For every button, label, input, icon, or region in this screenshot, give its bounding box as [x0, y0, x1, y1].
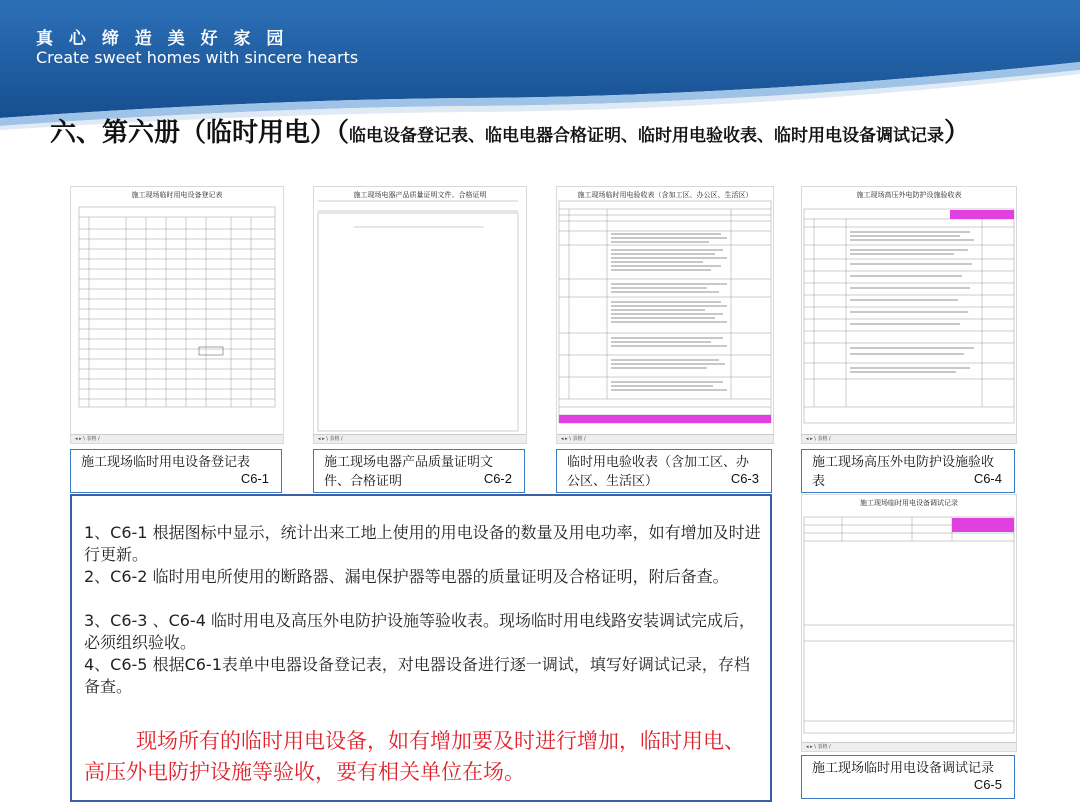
caption-code: C6-3	[730, 471, 759, 486]
thumbnail-title: 施工现场电器产品质量证明文件、合格证明	[353, 191, 487, 199]
title-subtitle: 临电设备登记表、临电电器合格证明、临时用电验收表、临时用电设备调试记录	[349, 126, 945, 146]
caption-c6-5	[801, 755, 1015, 799]
sheet-tabs: ◂ ▸ \ 表格 /	[71, 434, 283, 443]
explanation-item-3: 3、C6-3 、C6-4 临时用电及高压外电防护设施等验收表。现场临时用电线路安装调试完成后，必须组织验收。	[84, 611, 755, 652]
form-grid	[557, 187, 773, 443]
caption-text: 施工现场高压外电防护设施验收表	[812, 455, 995, 489]
form-thumbnail-c6-4	[801, 186, 1017, 444]
caption-code: C6-2	[483, 471, 512, 486]
explanation-item-4: 4、C6-5 根据C6-1表单中电器设备登记表，对电器设备进行逐一调试，填写好调试记录，存档备查。	[84, 655, 750, 696]
form-grid	[71, 187, 283, 443]
caption-c6-3	[556, 449, 772, 493]
sheet-tabs: ◂ ▸ \ 表格 /	[802, 434, 1016, 443]
caption-text: 施工现场电器产品质量证明文件、合格证明	[324, 455, 494, 489]
highlight-note	[84, 726, 764, 788]
explanation-box	[70, 494, 772, 802]
page-title	[50, 116, 1040, 153]
caption-text: 施工现场临时用电设备登记表	[81, 455, 251, 470]
highlight-text: 现场所有的临时用电设备，如有增加要及时进行增加，临时用电、高压外电防护设施等验收，要有相关单位在场。	[84, 729, 745, 784]
form-grid	[802, 495, 1016, 751]
caption-text: 临时用电验收表（含加工区、办公区、生活区）	[567, 455, 750, 489]
sheet-tabs: ◂ ▸ \ 表格 /	[314, 434, 526, 443]
caption-code: C6-4	[973, 471, 1002, 486]
caption-code: C6-1	[240, 471, 269, 486]
thumbnail-title: 施工现场临时用电设备调试记录	[860, 499, 958, 507]
form-thumbnail-c6-1	[70, 186, 284, 444]
title-close: ）	[944, 118, 971, 148]
caption-c6-4	[801, 449, 1015, 493]
thumbnail-title: 施工现场临时用电设备登记表	[131, 191, 223, 199]
sheet-tabs: ◂ ▸ \ 表格 /	[557, 434, 773, 443]
form-thumbnail-c6-2	[313, 186, 527, 444]
thumbnail-title: 施工现场临时用电验收表（含加工区、办公区、生活区）	[577, 191, 753, 199]
form-grid	[802, 187, 1016, 443]
caption-text: 施工现场临时用电设备调试记录	[812, 761, 995, 776]
title-main: 六、第六册（临时用电）（	[50, 118, 350, 148]
sheet-tabs: ◂ ▸ \ 表格 /	[802, 742, 1016, 751]
explanation-item-2: 2、C6-2 临时用电所使用的断路器、漏电保护器等电器的质量证明及合格证明，附后备查。	[84, 567, 729, 586]
form-grid	[314, 187, 526, 443]
caption-c6-2	[313, 449, 525, 493]
form-thumbnail-c6-3	[556, 186, 774, 444]
form-thumbnail-c6-5	[801, 494, 1017, 752]
caption-code: C6-5	[973, 777, 1002, 792]
explanation-item-1: 1、C6-1 根据图标中显示，统计出来工地上使用的用电设备的数量及用电功率，如有增加及时进行更新。	[84, 523, 761, 564]
brand-slogan-en: Create sweet homes with sincere hearts	[36, 48, 359, 67]
thumbnail-title: 施工现场高压外电防护设施验收表	[856, 191, 962, 199]
brand-slogan-cn: 真 心 缔 造 美 好 家 园	[36, 29, 289, 49]
caption-c6-1	[70, 449, 282, 493]
